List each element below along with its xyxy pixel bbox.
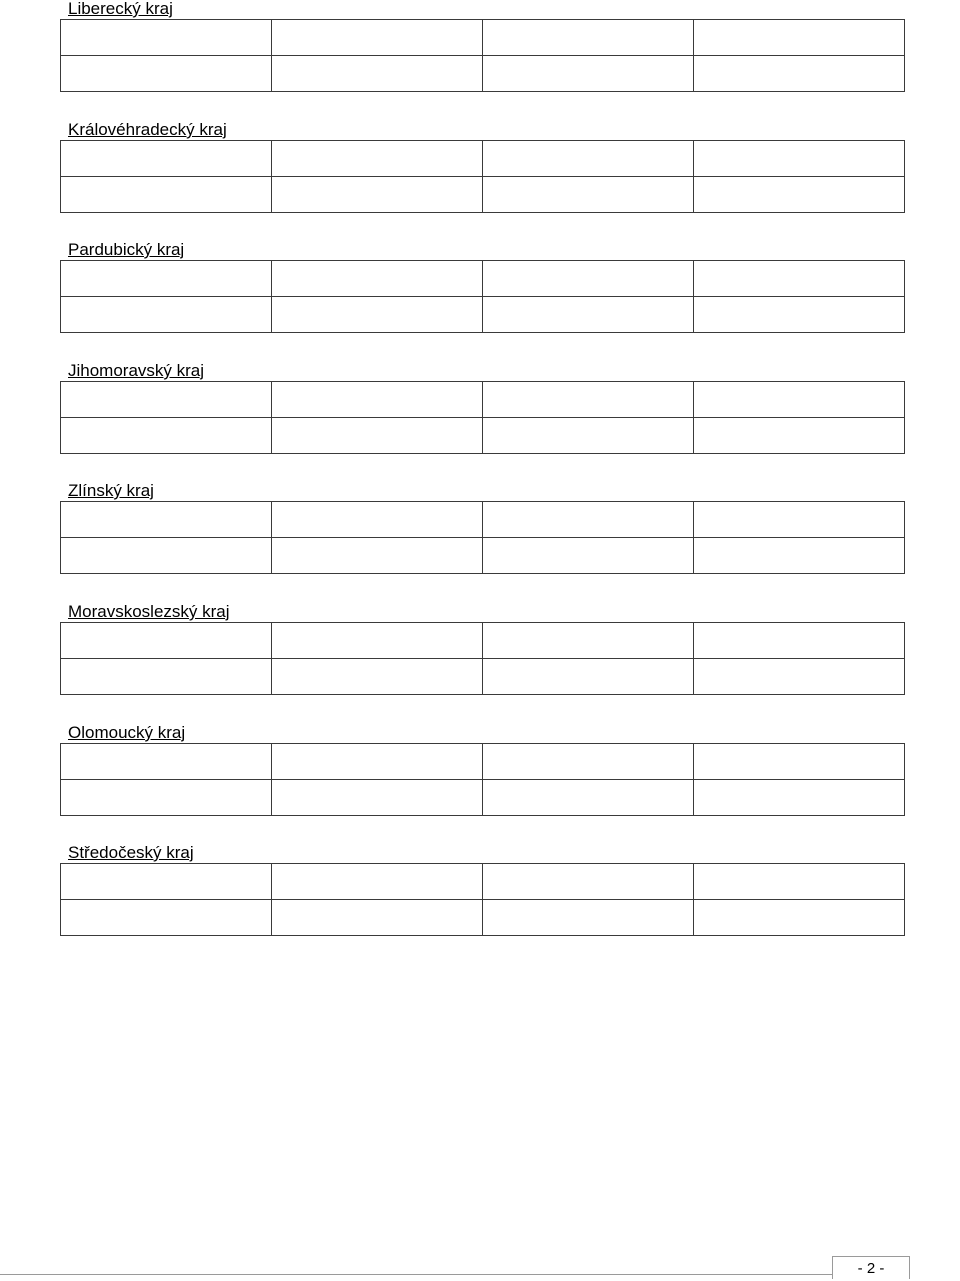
table-cell[interactable] [61,20,272,56]
table-cell[interactable] [61,382,272,418]
region-table [60,743,905,816]
table-row [61,177,905,213]
table-cell[interactable] [483,418,694,454]
region-title: Liberecký kraj [68,0,173,18]
table-cell[interactable] [483,780,694,816]
table-cell[interactable] [483,623,694,659]
table-cell[interactable] [272,659,483,695]
table-row [61,900,905,936]
table-cell[interactable] [272,297,483,333]
region-title: Zlínský kraj [68,481,154,500]
table-cell[interactable] [483,900,694,936]
table-row [61,780,905,816]
table-cell[interactable] [272,177,483,213]
table-cell[interactable] [694,538,905,574]
region-title: Pardubický kraj [68,240,185,259]
table-cell[interactable] [483,864,694,900]
table-row [61,141,905,177]
table-cell[interactable] [694,744,905,780]
table-cell[interactable] [694,261,905,297]
table-cell[interactable] [61,864,272,900]
page-number: - 2 - [832,1256,910,1279]
table-cell[interactable] [483,382,694,418]
table-cell[interactable] [694,20,905,56]
region-table [60,19,905,92]
table-cell[interactable] [61,141,272,177]
table-cell[interactable] [694,623,905,659]
region-table [60,381,905,454]
region-title: Středočeský kraj [68,843,194,862]
table-cell[interactable] [61,418,272,454]
table-cell[interactable] [694,780,905,816]
footer-divider [0,1274,910,1275]
table-cell[interactable] [272,623,483,659]
table-row [61,744,905,780]
table-cell[interactable] [272,502,483,538]
table-cell[interactable] [61,177,272,213]
table-row [61,56,905,92]
table-row [61,623,905,659]
table-cell[interactable] [61,659,272,695]
table-cell[interactable] [272,900,483,936]
table-cell[interactable] [694,502,905,538]
table-cell[interactable] [272,56,483,92]
table-cell[interactable] [694,418,905,454]
table-cell[interactable] [61,780,272,816]
table-row [61,864,905,900]
table-cell[interactable] [272,141,483,177]
region-title: Jihomoravský kraj [68,361,205,380]
region-title: Královéhradecký kraj [68,120,227,139]
table-cell[interactable] [483,177,694,213]
table-cell[interactable] [694,900,905,936]
table-cell[interactable] [483,659,694,695]
table-cell[interactable] [272,780,483,816]
table-cell[interactable] [272,418,483,454]
table-cell[interactable] [272,20,483,56]
table-cell[interactable] [272,744,483,780]
table-cell[interactable] [61,56,272,92]
table-cell[interactable] [272,382,483,418]
region-table [60,140,905,213]
table-cell[interactable] [61,297,272,333]
table-row [61,261,905,297]
table-cell[interactable] [61,623,272,659]
table-cell[interactable] [483,297,694,333]
table-cell[interactable] [483,538,694,574]
table-cell[interactable] [61,900,272,936]
table-cell[interactable] [694,659,905,695]
table-row [61,538,905,574]
region-table [60,622,905,695]
table-cell[interactable] [61,502,272,538]
table-cell[interactable] [483,502,694,538]
table-cell[interactable] [694,297,905,333]
region-title: Moravskoslezský kraj [68,602,230,621]
table-cell[interactable] [694,864,905,900]
region-title: Olomoucký kraj [68,723,186,742]
table-cell[interactable] [694,56,905,92]
table-cell[interactable] [483,20,694,56]
region-table [60,501,905,574]
table-row [61,659,905,695]
table-cell[interactable] [61,744,272,780]
table-cell[interactable] [272,538,483,574]
table-cell[interactable] [694,382,905,418]
table-cell[interactable] [483,744,694,780]
table-row [61,297,905,333]
region-table [60,260,905,333]
table-cell[interactable] [483,141,694,177]
table-row [61,418,905,454]
table-cell[interactable] [694,141,905,177]
table-row [61,502,905,538]
table-cell[interactable] [483,56,694,92]
region-table [60,863,905,936]
table-cell[interactable] [272,261,483,297]
table-cell[interactable] [272,864,483,900]
table-cell[interactable] [694,177,905,213]
table-cell[interactable] [61,261,272,297]
table-cell[interactable] [61,538,272,574]
table-row [61,20,905,56]
table-cell[interactable] [483,261,694,297]
table-row [61,382,905,418]
